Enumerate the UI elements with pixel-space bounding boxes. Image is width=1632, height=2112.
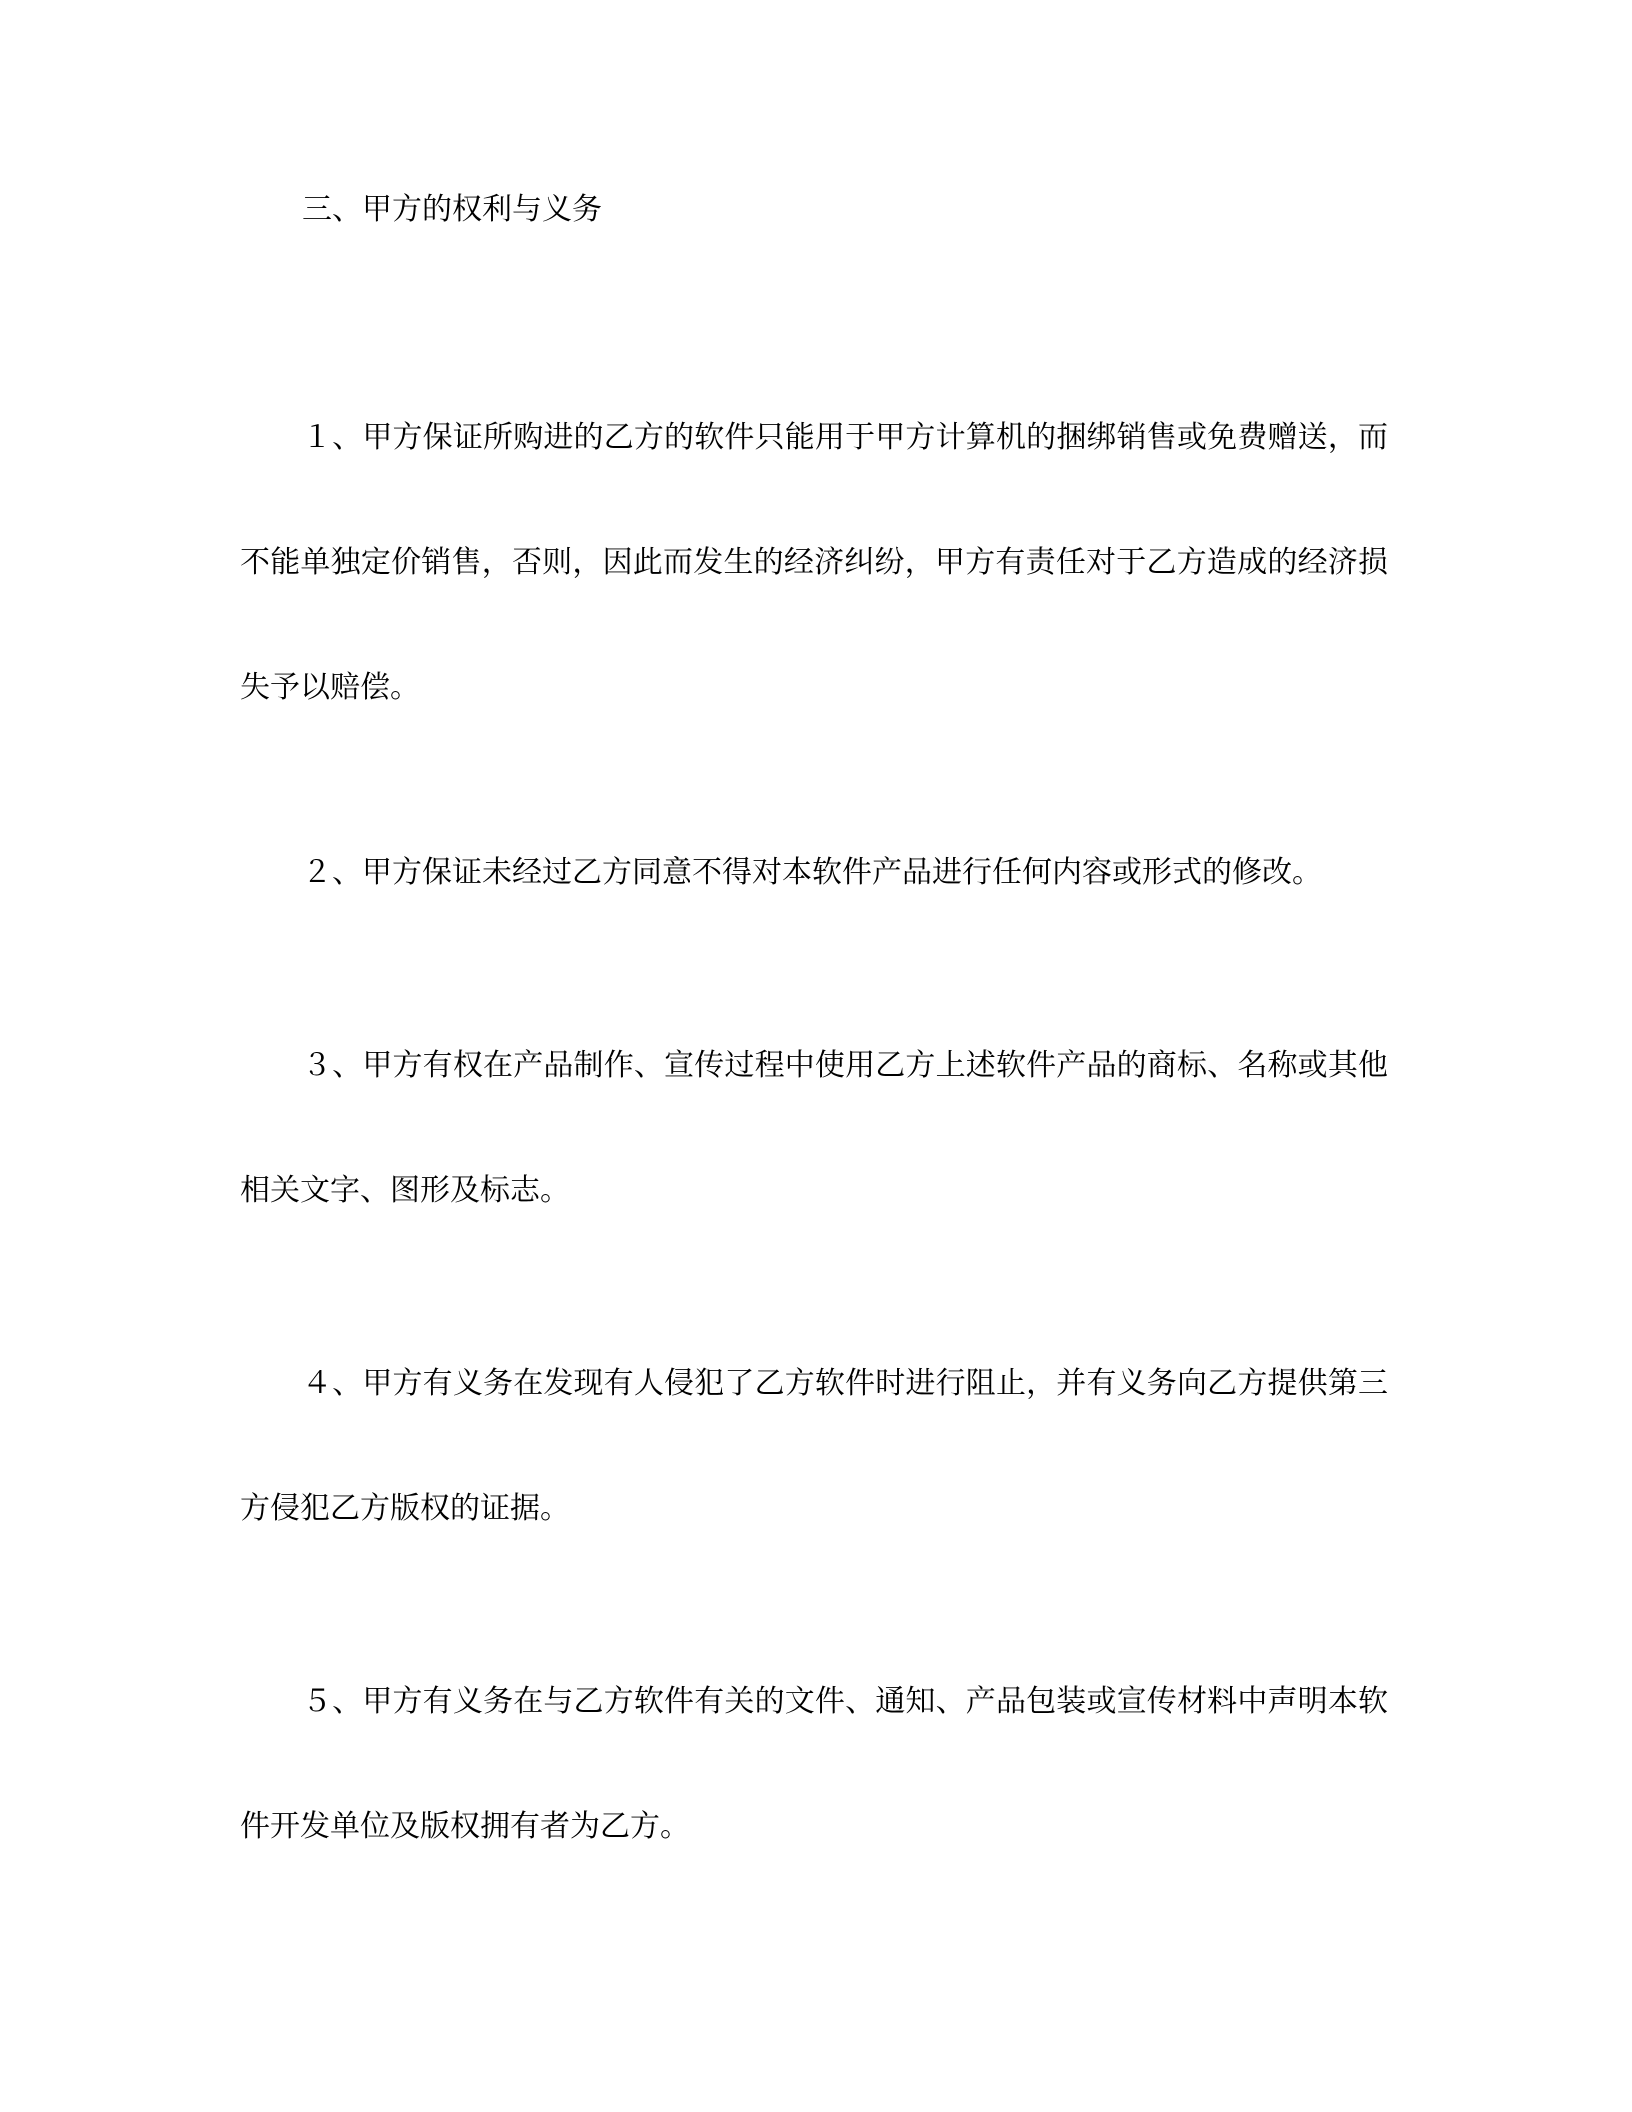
clause-1: １、甲方保证所购进的乙方的软件只能用于甲方计算机的捆绑销售或免费赠送，而不能单独定价销售，否则，因此而发生的经济纠纷，甲方有责任对于乙方造成的经济损失予以赔偿。 — [240, 420, 1388, 705]
clause-4: ４、甲方有义务在发现有人侵犯了乙方软件时进行阻止，并有义务向乙方提供第三方侵犯乙方版权的证据。 — [240, 1366, 1388, 1526]
clause-5: ５、甲方有义务在与乙方软件有关的文件、通知、产品包装或宣传材料中声明本软件开发单位及版权拥有者为乙方。 — [240, 1684, 1388, 1844]
document-body — [240, 180, 1388, 1889]
section-heading: 三、甲方的权利与义务 — [302, 192, 602, 227]
clause-3: ３、甲方有权在产品制作、宣传过程中使用乙方上述软件产品的商标、名称或其他相关文字、图形及标志。 — [240, 1048, 1388, 1208]
clause-2: ２、甲方保证未经过乙方同意不得对本软件产品进行任何内容或形式的修改。 — [302, 855, 1322, 890]
